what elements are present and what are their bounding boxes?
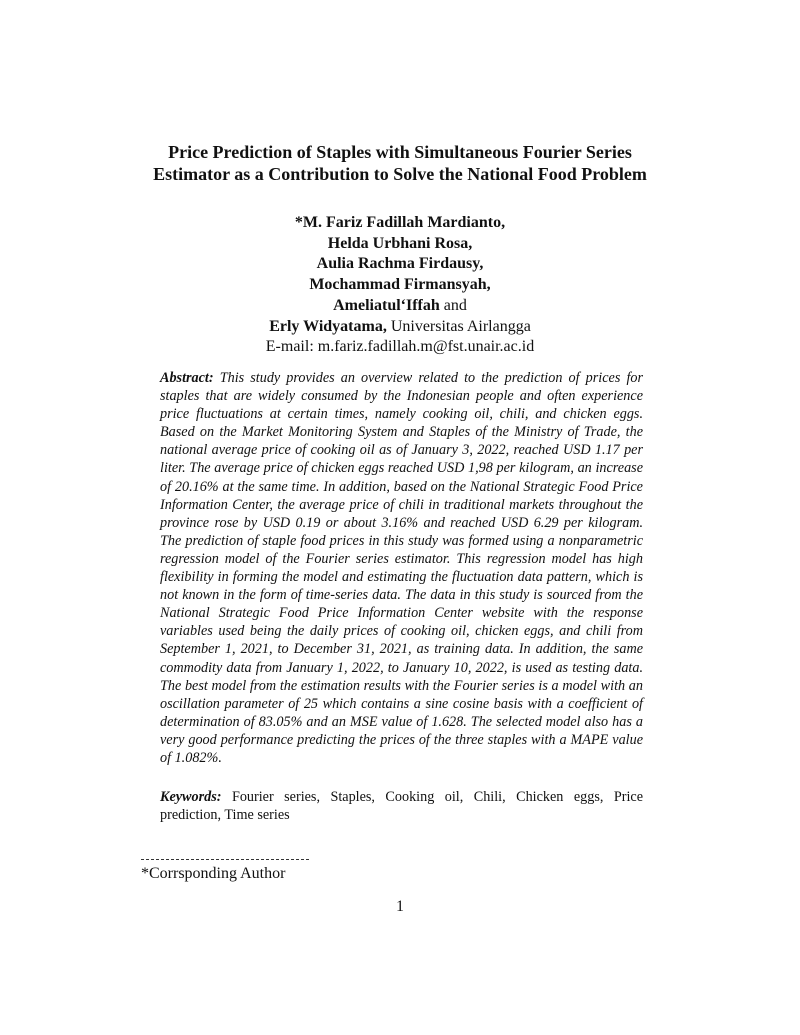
paper-title-line-2: Estimator as a Contribution to Solve the National Food Problem (153, 164, 647, 184)
author-block (100, 213, 700, 358)
author-name: Erly Widyatama, (269, 317, 387, 335)
abstract (160, 369, 643, 767)
keywords-label: Keywords: (160, 789, 222, 805)
author-name: Helda Urbhani Rosa, (327, 234, 473, 252)
email-line: E-mail: m.fariz.fadillah.m@fst.unair.ac.id (265, 338, 535, 356)
author-name: Mochammad Firmansyah, (309, 276, 491, 294)
paper-title-line-1: Price Prediction of Staples with Simultaneous Fourier Series (168, 142, 632, 162)
author-name: *M. Fariz Fadillah Mardianto, (294, 214, 506, 231)
author-conjunction: and (443, 296, 467, 314)
keywords-text: Fourier series, Staples, Cooking oil, Chili, Chicken eggs, Price prediction, Time series (160, 789, 643, 824)
abstract-label: Abstract: (160, 370, 214, 386)
keywords (160, 788, 643, 824)
author-name: Ameliatul‘Iffah (333, 296, 440, 314)
author-name: Aulia Rachma Firdausy, (316, 255, 484, 273)
abstract-text: This study provides an overview related to the prediction of prices for staples that are widely consumed by the Indonesian people and often experience price fluctuations at certain times, namely cooking oil, chili, and chicken eggs. Based on the Market Monitoring System and Staples of the Ministry of Trade, the national average price of cooking oil as of January 3, 2022, reached USD 1.17 per liter. The average price of chicken eggs reached USD 1,98 per kilogram, an increase of 20.16% at the same time. In addition, based on the National Strategic Food Price Information Center, the average price of chili in traditional markets throughout the province rose by USD 0.19 or about 3.16% and reached USD 6.29 per kilogram. The prediction of staple food prices in this study was formed using a nonparametric regression model of the Fourier series estimator. This regression model has high flexibility in forming the model and estimating the fluctuation data pattern, which is not known in the form of time-series data. The data in this study is sourced from the National Strategic Food Price Information Center website with the response variables used being the daily prices of cooking oil, chicken eggs, and chili from September 1, 2021, to December 31, 2021, as training data. In addition, the same commodity data from January 1, 2022, to January 10, 2022, is used as testing data. The best model from the estimation results with the Fourier series is a model with an oscillation parameter of 25 which contains a sine cosine basis with a coefficient of determination of 83.05% and an MSE value of 1.628. The selected model also has a very good performance predicting the prices of the three staples with a MAPE value of 1.082%. (160, 370, 643, 766)
affiliation: Universitas Airlangga (390, 317, 531, 335)
page-number: 1 (396, 898, 404, 915)
footnote: *Corrsponding Author (141, 865, 286, 882)
paper-title (100, 141, 700, 185)
footnote-divider (141, 859, 309, 860)
